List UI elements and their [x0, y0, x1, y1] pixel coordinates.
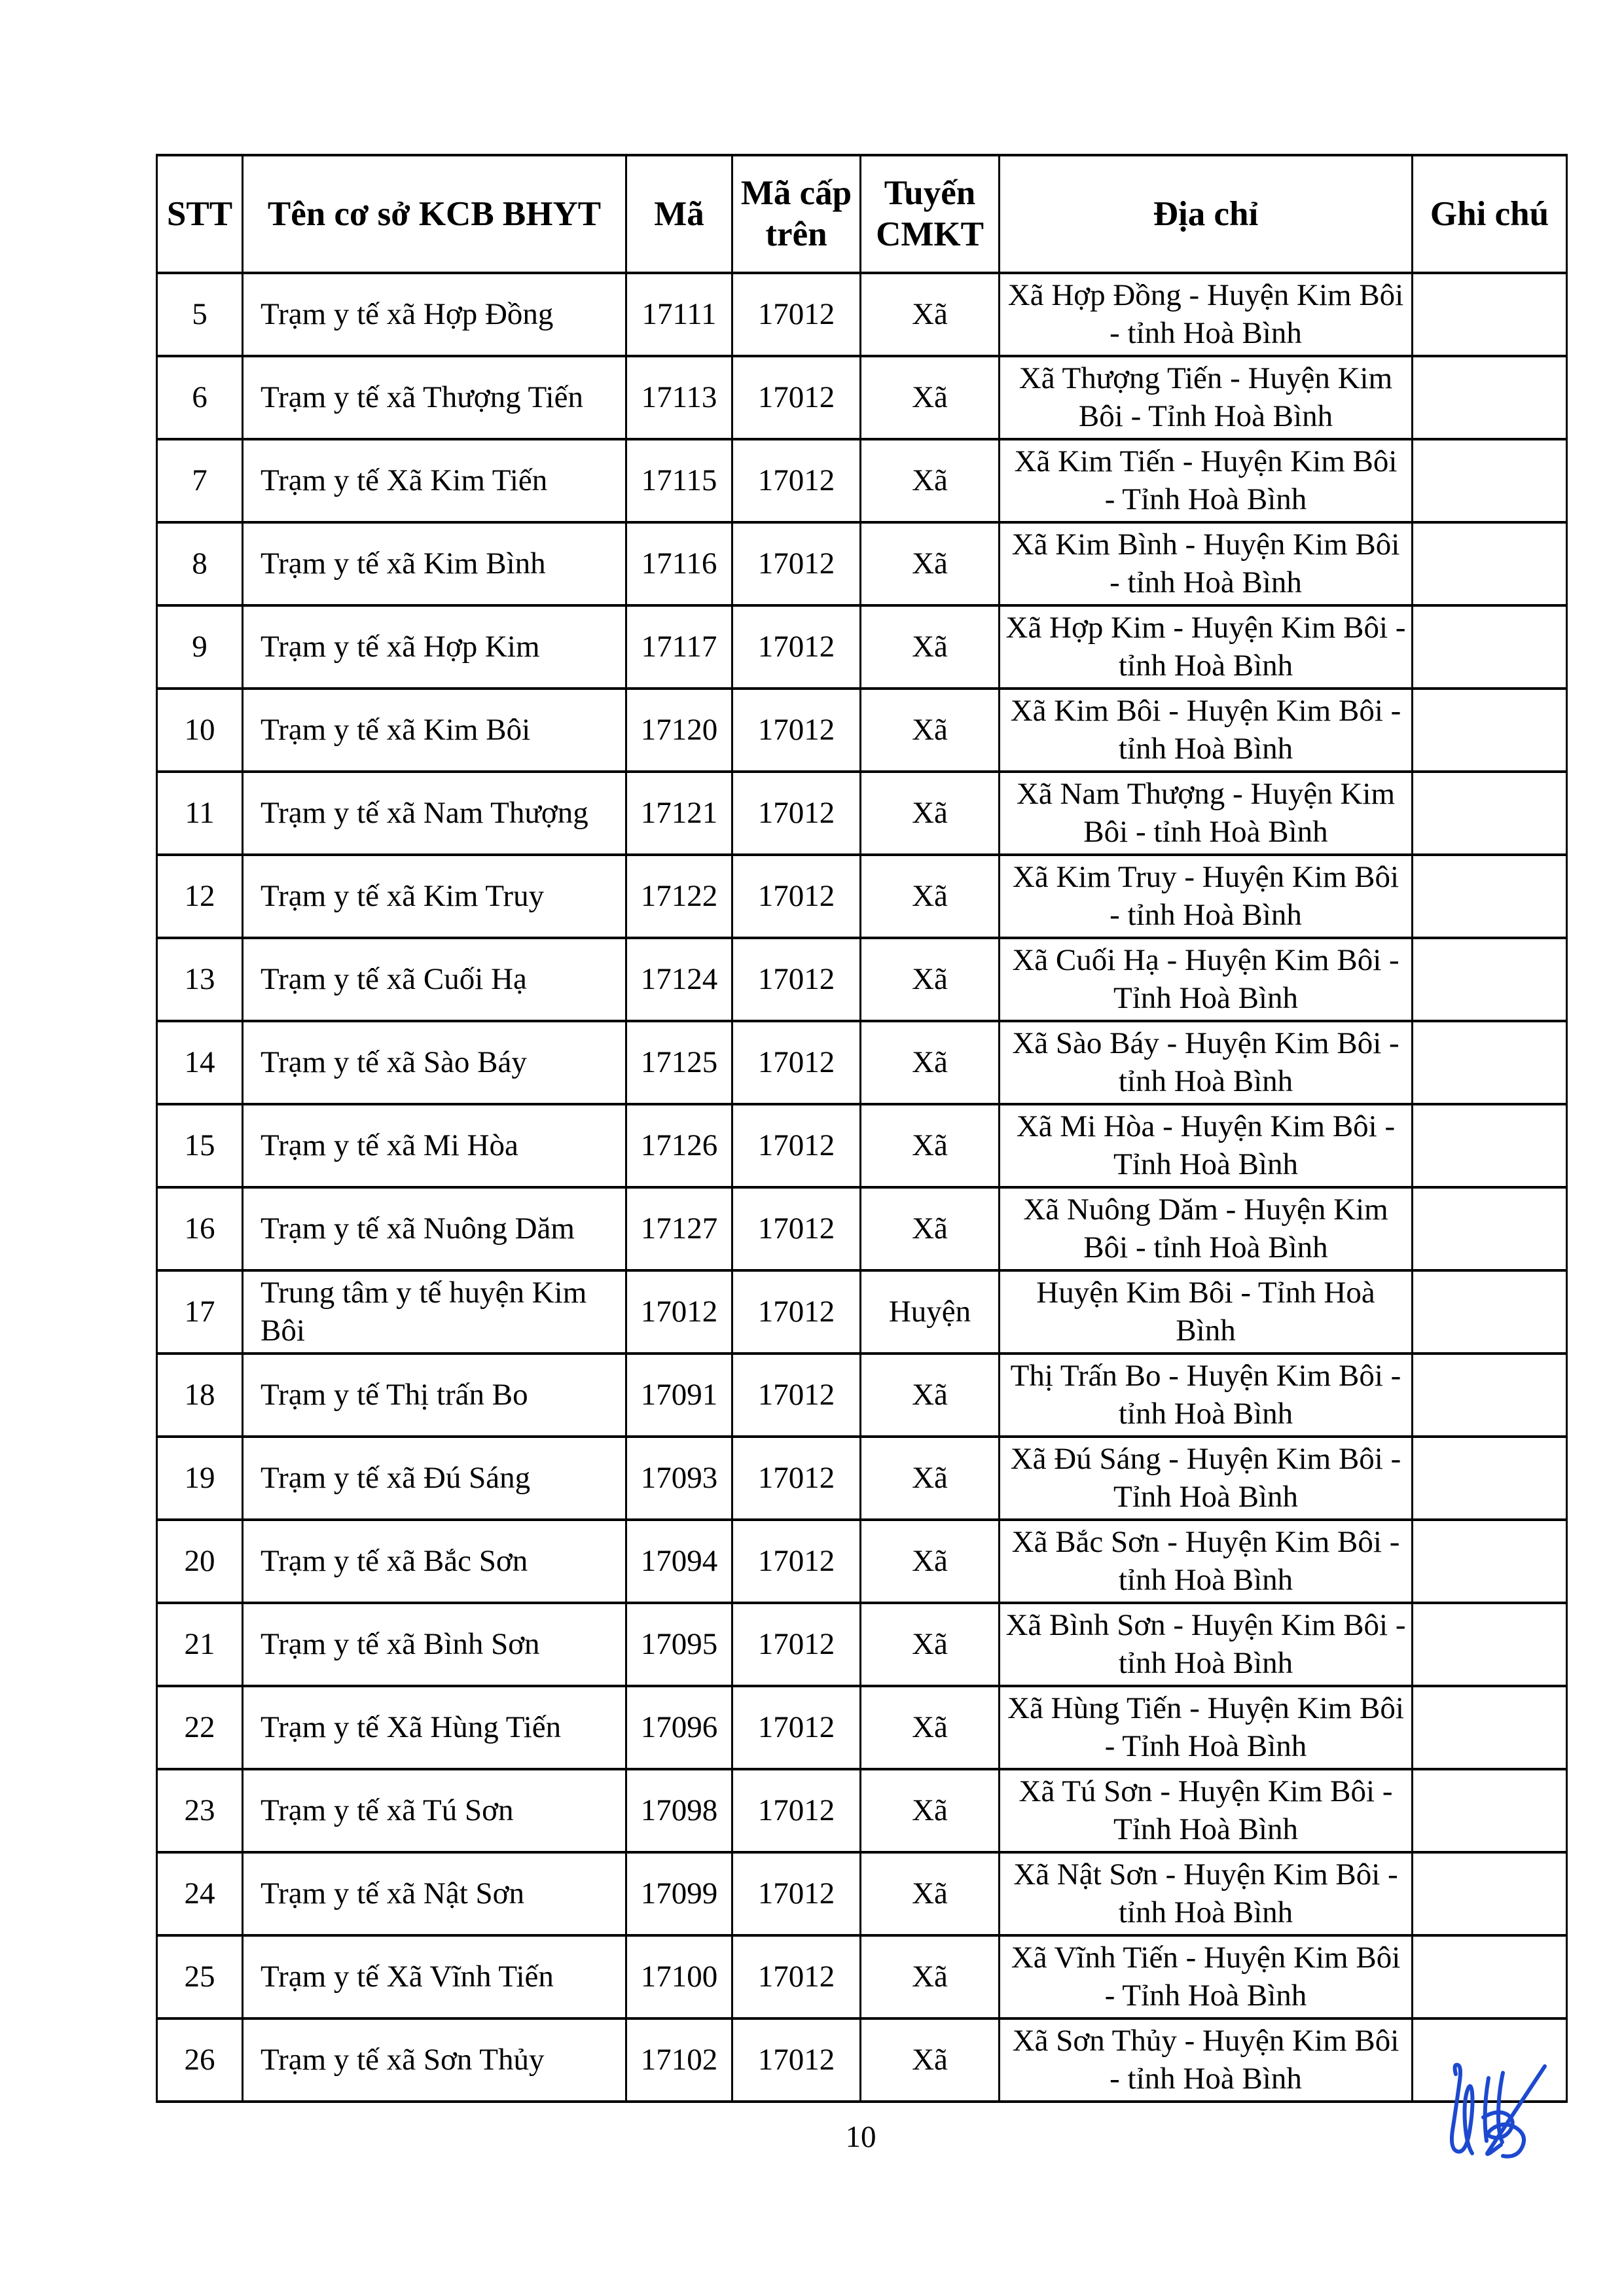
- cell-level: Xã: [861, 356, 1000, 439]
- cell-parent-code: 17012: [732, 2018, 861, 2102]
- cell-facility-name: Trạm y tế Thị trấn Bo: [243, 1354, 626, 1437]
- cell-stt: 24: [157, 1852, 243, 1935]
- table-row: [157, 772, 1567, 855]
- cell-address: Xã Kim Tiến - Huyện Kim Bôi - Tỉnh Hoà Bình: [1000, 439, 1413, 522]
- cell-parent-code: 17012: [732, 1686, 861, 1769]
- cell-stt: 9: [157, 605, 243, 689]
- cell-code: 17125: [626, 1021, 732, 1104]
- cell-stt: 14: [157, 1021, 243, 1104]
- cell-address: Xã Kim Truy - Huyện Kim Bôi - tỉnh Hoà Bình: [1000, 855, 1413, 938]
- cell-stt: 25: [157, 1935, 243, 2018]
- table-row: [157, 2018, 1567, 2102]
- cell-code: 17094: [626, 1520, 732, 1603]
- cell-stt: 16: [157, 1187, 243, 1270]
- cell-address: Xã Thượng Tiến - Huyện Kim Bôi - Tỉnh Hoà Bình: [1000, 356, 1413, 439]
- cell-address: Xã Mi Hòa - Huyện Kim Bôi - Tỉnh Hoà Bình: [1000, 1104, 1413, 1187]
- table-row: [157, 855, 1567, 938]
- table-row: [157, 356, 1567, 439]
- cell-level: Xã: [861, 1021, 1000, 1104]
- cell-address: Xã Hợp Kim - Huyện Kim Bôi - tỉnh Hoà Bình: [1000, 605, 1413, 689]
- cell-facility-name: Trạm y tế xã Thượng Tiến: [243, 356, 626, 439]
- table-row: [157, 938, 1567, 1021]
- cell-address: Xã Bình Sơn - Huyện Kim Bôi - tỉnh Hoà Bình: [1000, 1603, 1413, 1686]
- signature-scribble: [1440, 2052, 1558, 2179]
- cell-address: Huyện Kim Bôi - Tỉnh Hoà Bình: [1000, 1270, 1413, 1354]
- cell-note: [1413, 1187, 1567, 1270]
- cell-stt: 20: [157, 1520, 243, 1603]
- cell-facility-name: Trạm y tế Xã Kim Tiến: [243, 439, 626, 522]
- table-row: [157, 605, 1567, 689]
- cell-stt: 26: [157, 2018, 243, 2102]
- cell-stt: 18: [157, 1354, 243, 1437]
- cell-stt: 13: [157, 938, 243, 1021]
- header-level: Tuyến CMKT: [861, 155, 1000, 273]
- cell-parent-code: 17012: [732, 1520, 861, 1603]
- cell-facility-name: Trạm y tế xã Kim Bôi: [243, 689, 626, 772]
- cell-code: 17127: [626, 1187, 732, 1270]
- table-row: [157, 522, 1567, 605]
- cell-note: [1413, 1270, 1567, 1354]
- cell-parent-code: 17012: [732, 273, 861, 356]
- cell-code: 17126: [626, 1104, 732, 1187]
- cell-level: Xã: [861, 1935, 1000, 2018]
- page-number: 10: [845, 2120, 876, 2154]
- cell-code: 17100: [626, 1935, 732, 2018]
- cell-parent-code: 17012: [732, 522, 861, 605]
- cell-code: 17096: [626, 1686, 732, 1769]
- cell-parent-code: 17012: [732, 1852, 861, 1935]
- cell-code: 17012: [626, 1270, 732, 1354]
- cell-level: Xã: [861, 1104, 1000, 1187]
- cell-facility-name: Trạm y tế xã Hợp Đồng: [243, 273, 626, 356]
- facility-table: [156, 154, 1568, 2103]
- cell-facility-name: Trạm y tế xã Nuông Dăm: [243, 1187, 626, 1270]
- cell-code: 17120: [626, 689, 732, 772]
- cell-level: Xã: [861, 605, 1000, 689]
- cell-note: [1413, 356, 1567, 439]
- cell-stt: 21: [157, 1603, 243, 1686]
- cell-level: Xã: [861, 522, 1000, 605]
- cell-address: Xã Nật Sơn - Huyện Kim Bôi - tỉnh Hoà Bình: [1000, 1852, 1413, 1935]
- cell-stt: 23: [157, 1769, 243, 1852]
- cell-facility-name: Trạm y tế xã Nam Thượng: [243, 772, 626, 855]
- cell-code: 17124: [626, 938, 732, 1021]
- cell-level: Xã: [861, 1686, 1000, 1769]
- cell-address: Xã Hợp Đồng - Huyện Kim Bôi - tỉnh Hoà Bình: [1000, 273, 1413, 356]
- cell-code: 17098: [626, 1769, 732, 1852]
- table-body: [157, 273, 1567, 2102]
- table-row: [157, 1104, 1567, 1187]
- cell-note: [1413, 1354, 1567, 1437]
- cell-level: Xã: [861, 689, 1000, 772]
- header-code: Mã: [626, 155, 732, 273]
- cell-facility-name: Trạm y tế xã Bình Sơn: [243, 1603, 626, 1686]
- cell-parent-code: 17012: [732, 1187, 861, 1270]
- table-row: [157, 1437, 1567, 1520]
- cell-address: Xã Sơn Thủy - Huyện Kim Bôi - tỉnh Hoà Bình: [1000, 2018, 1413, 2102]
- cell-note: [1413, 522, 1567, 605]
- cell-parent-code: 17012: [732, 772, 861, 855]
- table-header-row: [157, 155, 1567, 273]
- cell-facility-name: Trạm y tế xã Kim Truy: [243, 855, 626, 938]
- cell-note: [1413, 855, 1567, 938]
- cell-note: [1413, 1769, 1567, 1852]
- cell-stt: 19: [157, 1437, 243, 1520]
- cell-parent-code: 17012: [732, 1270, 861, 1354]
- cell-facility-name: Trạm y tế xã Đú Sáng: [243, 1437, 626, 1520]
- cell-note: [1413, 1935, 1567, 2018]
- cell-parent-code: 17012: [732, 1104, 861, 1187]
- cell-parent-code: 17012: [732, 1935, 861, 2018]
- cell-level: Xã: [861, 273, 1000, 356]
- cell-code: 17102: [626, 2018, 732, 2102]
- cell-facility-name: Trung tâm y tế huyện Kim Bôi: [243, 1270, 626, 1354]
- table-row: [157, 1520, 1567, 1603]
- cell-parent-code: 17012: [732, 1021, 861, 1104]
- cell-level: Xã: [861, 1852, 1000, 1935]
- cell-note: [1413, 1520, 1567, 1603]
- cell-stt: 12: [157, 855, 243, 938]
- cell-address: Thị Trấn Bo - Huyện Kim Bôi - tỉnh Hoà Bình: [1000, 1354, 1413, 1437]
- cell-code: 17091: [626, 1354, 732, 1437]
- table-row: [157, 1021, 1567, 1104]
- cell-parent-code: 17012: [732, 938, 861, 1021]
- cell-level: Xã: [861, 1769, 1000, 1852]
- cell-address: Xã Cuối Hạ - Huyện Kim Bôi - Tỉnh Hoà Bình: [1000, 938, 1413, 1021]
- cell-stt: 7: [157, 439, 243, 522]
- cell-code: 17099: [626, 1852, 732, 1935]
- signature-icon: [1440, 2052, 1558, 2179]
- cell-stt: 22: [157, 1686, 243, 1769]
- cell-level: Xã: [861, 938, 1000, 1021]
- header-facility: Tên cơ sở KCB BHYT: [243, 155, 626, 273]
- cell-code: 17093: [626, 1437, 732, 1520]
- cell-level: Xã: [861, 439, 1000, 522]
- cell-parent-code: 17012: [732, 1769, 861, 1852]
- cell-facility-name: Trạm y tế xã Tú Sơn: [243, 1769, 626, 1852]
- cell-facility-name: Trạm y tế xã Sơn Thủy: [243, 2018, 626, 2102]
- table-row: [157, 1686, 1567, 1769]
- cell-note: [1413, 1437, 1567, 1520]
- cell-address: Xã Đú Sáng - Huyện Kim Bôi - Tỉnh Hoà Bình: [1000, 1437, 1413, 1520]
- cell-level: Xã: [861, 1187, 1000, 1270]
- cell-note: [1413, 1104, 1567, 1187]
- cell-level: Xã: [861, 1603, 1000, 1686]
- table-row: [157, 1270, 1567, 1354]
- table-row: [157, 1603, 1567, 1686]
- cell-facility-name: Trạm y tế xã Hợp Kim: [243, 605, 626, 689]
- cell-note: [1413, 439, 1567, 522]
- cell-address: Xã Hùng Tiến - Huyện Kim Bôi - Tỉnh Hoà Bình: [1000, 1686, 1413, 1769]
- cell-stt: 5: [157, 273, 243, 356]
- cell-facility-name: Trạm y tế Xã Vĩnh Tiến: [243, 1935, 626, 2018]
- cell-facility-name: Trạm y tế xã Mi Hòa: [243, 1104, 626, 1187]
- table-row: [157, 273, 1567, 356]
- table-row: [157, 1769, 1567, 1852]
- cell-parent-code: 17012: [732, 356, 861, 439]
- cell-note: [1413, 273, 1567, 356]
- header-address: Địa chỉ: [1000, 155, 1413, 273]
- cell-level: Huyện: [861, 1270, 1000, 1354]
- cell-stt: 17: [157, 1270, 243, 1354]
- cell-parent-code: 17012: [732, 1437, 861, 1520]
- table-row: [157, 439, 1567, 522]
- cell-facility-name: Trạm y tế xã Nật Sơn: [243, 1852, 626, 1935]
- cell-level: Xã: [861, 1520, 1000, 1603]
- table-row: [157, 1354, 1567, 1437]
- cell-note: [1413, 1603, 1567, 1686]
- cell-note: [1413, 689, 1567, 772]
- cell-address: Xã Vĩnh Tiến - Huyện Kim Bôi - Tỉnh Hoà Bình: [1000, 1935, 1413, 2018]
- header-parent-code: Mã cấp trên: [732, 155, 861, 273]
- header-note: Ghi chú: [1413, 155, 1567, 273]
- cell-address: Xã Nuông Dăm - Huyện Kim Bôi - tỉnh Hoà Bình: [1000, 1187, 1413, 1270]
- cell-parent-code: 17012: [732, 855, 861, 938]
- cell-note: [1413, 1686, 1567, 1769]
- cell-note: [1413, 605, 1567, 689]
- cell-stt: 10: [157, 689, 243, 772]
- table-row: [157, 689, 1567, 772]
- cell-address: Xã Sào Báy - Huyện Kim Bôi - tỉnh Hoà Bình: [1000, 1021, 1413, 1104]
- cell-note: [1413, 1021, 1567, 1104]
- cell-level: Xã: [861, 1354, 1000, 1437]
- cell-code: 17095: [626, 1603, 732, 1686]
- cell-code: 17111: [626, 273, 732, 356]
- cell-stt: 11: [157, 772, 243, 855]
- cell-stt: 15: [157, 1104, 243, 1187]
- cell-code: 17117: [626, 605, 732, 689]
- cell-stt: 6: [157, 356, 243, 439]
- cell-address: Xã Kim Bình - Huyện Kim Bôi - tỉnh Hoà Bình: [1000, 522, 1413, 605]
- cell-address: Xã Tú Sơn - Huyện Kim Bôi - Tỉnh Hoà Bình: [1000, 1769, 1413, 1852]
- cell-note: [1413, 1852, 1567, 1935]
- cell-address: Xã Kim Bôi - Huyện Kim Bôi - tỉnh Hoà Bình: [1000, 689, 1413, 772]
- cell-code: 17122: [626, 855, 732, 938]
- cell-note: [1413, 938, 1567, 1021]
- cell-parent-code: 17012: [732, 1354, 861, 1437]
- cell-facility-name: Trạm y tế Xã Hùng Tiến: [243, 1686, 626, 1769]
- cell-code: 17113: [626, 356, 732, 439]
- cell-level: Xã: [861, 772, 1000, 855]
- cell-code: 17116: [626, 522, 732, 605]
- cell-level: Xã: [861, 1437, 1000, 1520]
- cell-parent-code: 17012: [732, 1603, 861, 1686]
- table-row: [157, 1187, 1567, 1270]
- cell-parent-code: 17012: [732, 689, 861, 772]
- cell-facility-name: Trạm y tế xã Cuối Hạ: [243, 938, 626, 1021]
- table-row: [157, 1935, 1567, 2018]
- table-header: [157, 155, 1567, 273]
- cell-address: Xã Nam Thượng - Huyện Kim Bôi - tỉnh Hoà Bình: [1000, 772, 1413, 855]
- cell-parent-code: 17012: [732, 439, 861, 522]
- table-row: [157, 1852, 1567, 1935]
- cell-facility-name: Trạm y tế xã Bắc Sơn: [243, 1520, 626, 1603]
- cell-note: [1413, 772, 1567, 855]
- cell-level: Xã: [861, 2018, 1000, 2102]
- cell-facility-name: Trạm y tế xã Kim Bình: [243, 522, 626, 605]
- cell-stt: 8: [157, 522, 243, 605]
- cell-facility-name: Trạm y tế xã Sào Báy: [243, 1021, 626, 1104]
- cell-code: 17115: [626, 439, 732, 522]
- header-stt: STT: [157, 155, 243, 273]
- cell-code: 17121: [626, 772, 732, 855]
- cell-address: Xã Bắc Sơn - Huyện Kim Bôi - tỉnh Hoà Bình: [1000, 1520, 1413, 1603]
- cell-level: Xã: [861, 855, 1000, 938]
- cell-parent-code: 17012: [732, 605, 861, 689]
